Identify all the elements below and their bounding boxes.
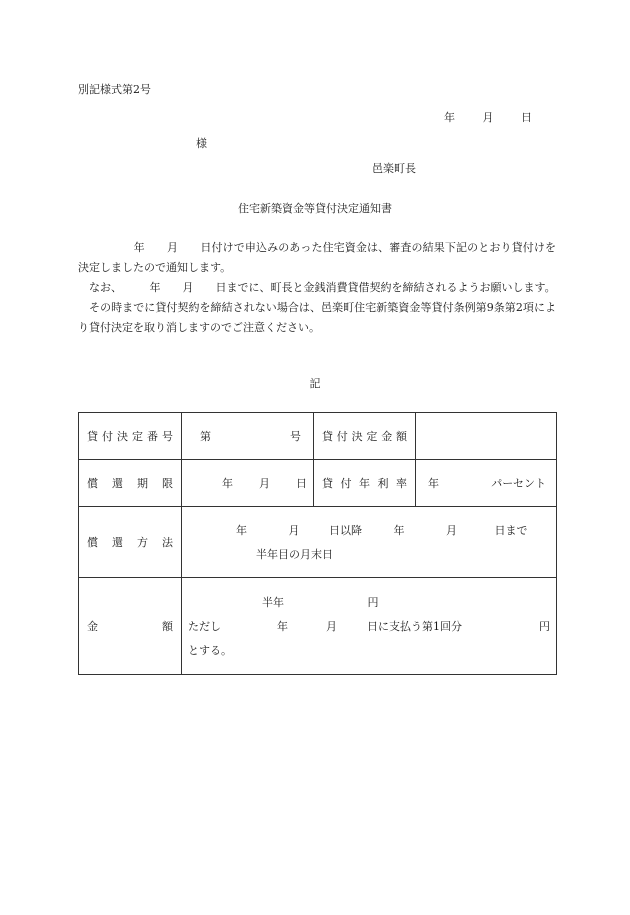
issue-date: [444, 112, 532, 123]
body-paragraph-2: なお、 年 月 日までに、町長と金銭消費貸借契約を締結されるようお願いします。: [78, 281, 556, 294]
method-year-1: 年: [236, 524, 247, 537]
first-payment: 日に支払う第1回分: [367, 620, 462, 633]
amount-label: 金額: [79, 578, 182, 675]
notice-body: [78, 238, 556, 338]
body-paragraph-1: 年 月 日付けで申込みのあった住宅資金は、審査の結果下記のとおり貸付けを決定しましたので通知します。: [78, 241, 556, 274]
table-row: [79, 507, 557, 578]
date-day: 日: [521, 111, 532, 124]
date-year: 年: [444, 111, 455, 124]
method-line-2: 半年目の月末日: [256, 548, 333, 561]
issuer-name: 邑楽町長: [372, 162, 416, 175]
body-paragraph-3: その時までに貸付契約を締結されない場合は、邑楽町住宅新築資金等貸付条例第9条第2項により貸付決定を取り消しますのでご注意ください。: [78, 301, 556, 334]
amount-cell: [182, 578, 557, 675]
repayment-period-label: 償還期限: [79, 460, 182, 507]
form-number: 別記様式第2号: [78, 83, 151, 96]
repayment-method-cell: [182, 507, 557, 578]
pay-month: 月: [326, 620, 337, 633]
loan-amount-cell: [416, 413, 557, 460]
loan-details-table: [78, 412, 557, 675]
annual-rate-cell: [416, 460, 557, 507]
document-title: 住宅新築資金等貸付決定通知書: [238, 202, 392, 215]
number-suffix: 号: [290, 430, 301, 443]
number-prefix: 第: [200, 430, 211, 443]
table-row: [79, 460, 557, 507]
table-row: [79, 578, 557, 675]
amount-line-2: [188, 618, 550, 634]
repayment-period-cell: [182, 460, 314, 507]
method-month-1: 月: [288, 524, 300, 537]
method-until: 日まで: [494, 524, 528, 537]
repayment-method-label: 償還方法: [79, 507, 182, 578]
ki-heading: 記: [309, 377, 321, 390]
yen-2: 円: [539, 620, 550, 633]
table-row: [79, 413, 557, 460]
yen-1: 円: [367, 596, 379, 609]
loan-amount-label: 貸付決定金額: [314, 413, 416, 460]
annual-rate-label: 貸付年利率: [314, 460, 416, 507]
loan-decision-number-cell: [182, 413, 314, 460]
method-month-2: 月: [446, 524, 457, 537]
rate-unit: パーセント: [491, 477, 546, 490]
period-year: 年: [222, 477, 233, 490]
rate-year: 年: [428, 477, 439, 490]
period-day: 日: [296, 477, 307, 490]
date-month: 月: [482, 111, 494, 124]
to-be: とする。: [188, 644, 232, 657]
however: ただし: [188, 620, 221, 633]
loan-decision-number-label: 貸付決定番号: [79, 413, 182, 460]
addressee: 様: [196, 137, 207, 150]
pay-year: 年: [277, 620, 288, 633]
half-year: 半年: [262, 596, 284, 609]
method-from: 日以降: [329, 524, 362, 537]
method-year-2: 年: [393, 524, 405, 537]
period-month: 月: [259, 477, 270, 490]
